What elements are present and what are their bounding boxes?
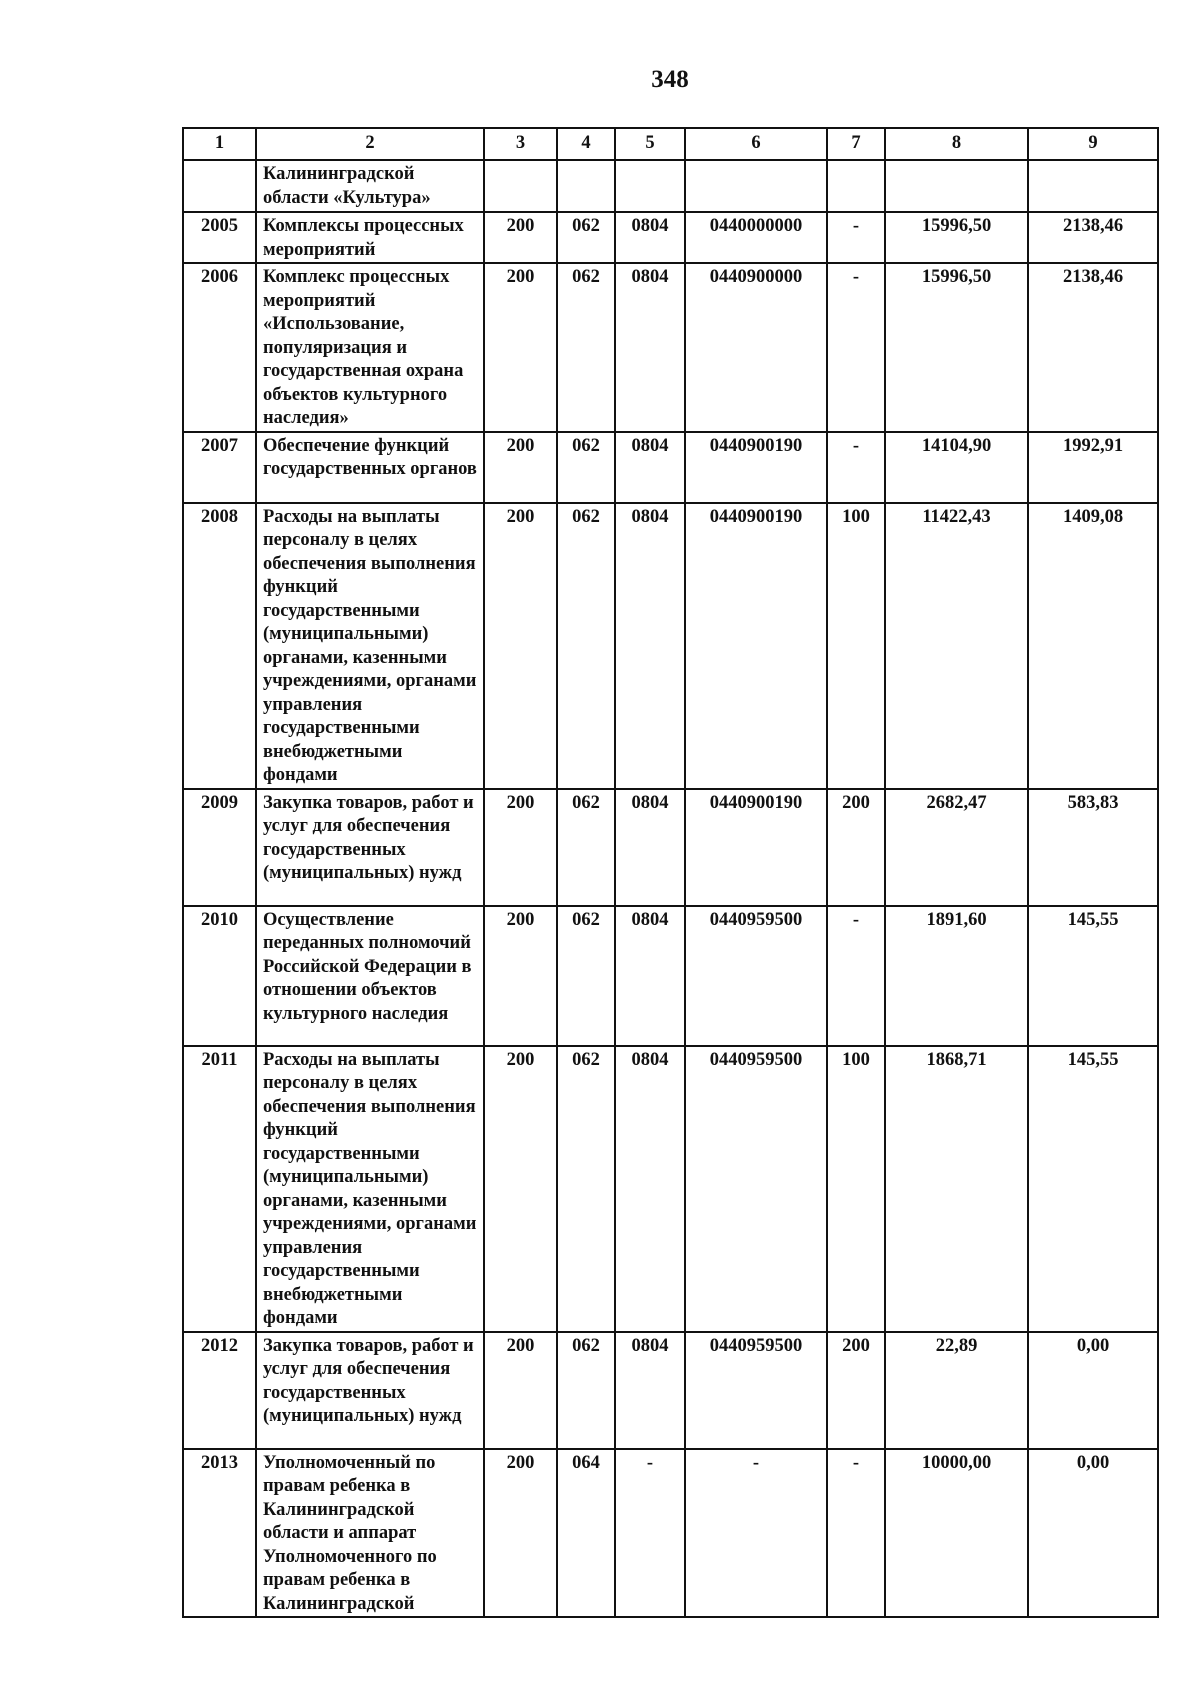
- cell-col6: 0440900000: [685, 263, 827, 432]
- cell-col6: 0440959500: [685, 906, 827, 1046]
- cell-col6: 0440959500: [685, 1046, 827, 1332]
- page-number: 348: [651, 66, 689, 93]
- cell-col3: [484, 160, 557, 212]
- cell-col7: 200: [827, 1332, 885, 1449]
- table-row: [183, 1046, 1158, 1332]
- cell-col5: 0804: [615, 432, 685, 503]
- cell-col6: -: [685, 1449, 827, 1618]
- cell-col3: 200: [484, 906, 557, 1046]
- cell-col3: 200: [484, 1046, 557, 1332]
- cell-col3: 200: [484, 1332, 557, 1449]
- table-row: [183, 906, 1158, 1046]
- cell-col7: -: [827, 906, 885, 1046]
- column-header: 3: [484, 128, 557, 160]
- cell-col9: 1992,91: [1028, 432, 1158, 503]
- cell-col5: 0804: [615, 212, 685, 263]
- cell-col5: -: [615, 1449, 685, 1618]
- cell-col6: 0440900190: [685, 432, 827, 503]
- cell-col8: 1868,71: [885, 1046, 1028, 1332]
- table-row: [183, 1332, 1158, 1449]
- cell-col4: 062: [557, 212, 615, 263]
- table-row: [183, 1449, 1158, 1618]
- row-number: 2013: [183, 1449, 256, 1618]
- cell-col8: 10000,00: [885, 1449, 1028, 1618]
- cell-col9: 145,55: [1028, 906, 1158, 1046]
- cell-col4: 064: [557, 1449, 615, 1618]
- cell-col4: 062: [557, 432, 615, 503]
- cell-col4: 062: [557, 503, 615, 789]
- cell-col4: 062: [557, 1046, 615, 1332]
- column-header: 2: [256, 128, 484, 160]
- cell-col8: 14104,90: [885, 432, 1028, 503]
- cell-col3: 200: [484, 1449, 557, 1618]
- table-row: [183, 432, 1158, 503]
- column-header: 4: [557, 128, 615, 160]
- cell-col7: 100: [827, 1046, 885, 1332]
- cell-col5: [615, 160, 685, 212]
- row-number: [183, 160, 256, 212]
- cell-col9: 2138,46: [1028, 263, 1158, 432]
- cell-col6: 0440900190: [685, 503, 827, 789]
- cell-col9: 2138,46: [1028, 212, 1158, 263]
- cell-col5: 0804: [615, 906, 685, 1046]
- row-name: Закупка товаров, работ и услуг для обеспечения государственных (муниципальных) нужд: [256, 1332, 484, 1449]
- row-number: 2012: [183, 1332, 256, 1449]
- cell-col3: 200: [484, 432, 557, 503]
- cell-col4: [557, 160, 615, 212]
- row-name: Расходы на выплаты персоналу в целях обеспечения выполнения функций государственными (муниципальными) органами, казенными учреждениями, органами управления государственными внебюджетными фондами: [256, 1046, 484, 1332]
- row-name: Расходы на выплаты персоналу в целях обеспечения выполнения функций государственными (муниципальными) органами, казенными учреждениями, органами управления государственными внебюджетными фондами: [256, 503, 484, 789]
- table-row: [183, 503, 1158, 789]
- cell-col4: 062: [557, 906, 615, 1046]
- cell-col3: 200: [484, 212, 557, 263]
- row-name: Калининградской области «Культура»: [256, 160, 484, 212]
- cell-col6: 0440959500: [685, 1332, 827, 1449]
- column-header: 1: [183, 128, 256, 160]
- table-row: [183, 263, 1158, 432]
- cell-col5: 0804: [615, 503, 685, 789]
- table-row: [183, 789, 1158, 906]
- cell-col3: 200: [484, 263, 557, 432]
- cell-col9: 145,55: [1028, 1046, 1158, 1332]
- cell-col9: 0,00: [1028, 1449, 1158, 1618]
- row-name: Комплексы процессных мероприятий: [256, 212, 484, 263]
- cell-col8: 1891,60: [885, 906, 1028, 1046]
- row-number: 2005: [183, 212, 256, 263]
- cell-col8: 2682,47: [885, 789, 1028, 906]
- cell-col5: 0804: [615, 1046, 685, 1332]
- row-name: Комплекс процессных мероприятий «Использование, популяризация и государственная охрана объектов культурного наследия»: [256, 263, 484, 432]
- cell-col5: 0804: [615, 789, 685, 906]
- column-header: 9: [1028, 128, 1158, 160]
- cell-col4: 062: [557, 263, 615, 432]
- row-number: 2009: [183, 789, 256, 906]
- row-number: 2007: [183, 432, 256, 503]
- column-header: 7: [827, 128, 885, 160]
- cell-col9: 1409,08: [1028, 503, 1158, 789]
- budget-table: [182, 127, 1159, 1618]
- cell-col8: 22,89: [885, 1332, 1028, 1449]
- row-number: 2011: [183, 1046, 256, 1332]
- cell-col7: -: [827, 263, 885, 432]
- cell-col7: -: [827, 1449, 885, 1618]
- column-header: 5: [615, 128, 685, 160]
- table-header-row: [183, 128, 1158, 160]
- cell-col3: 200: [484, 789, 557, 906]
- row-number: 2006: [183, 263, 256, 432]
- row-name: Закупка товаров, работ и услуг для обеспечения государственных (муниципальных) нужд: [256, 789, 484, 906]
- cell-col9: [1028, 160, 1158, 212]
- cell-col8: 11422,43: [885, 503, 1028, 789]
- cell-col8: 15996,50: [885, 212, 1028, 263]
- cell-col6: 0440900190: [685, 789, 827, 906]
- row-number: 2010: [183, 906, 256, 1046]
- table-row: [183, 160, 1158, 212]
- cell-col9: 0,00: [1028, 1332, 1158, 1449]
- cell-col9: 583,83: [1028, 789, 1158, 906]
- cell-col6: 0440000000: [685, 212, 827, 263]
- cell-col7: 200: [827, 789, 885, 906]
- cell-col7: -: [827, 212, 885, 263]
- cell-col8: 15996,50: [885, 263, 1028, 432]
- cell-col7: -: [827, 432, 885, 503]
- cell-col5: 0804: [615, 1332, 685, 1449]
- row-name: Осуществление переданных полномочий Российской Федерации в отношении объектов культурного наследия: [256, 906, 484, 1046]
- column-header: 6: [685, 128, 827, 160]
- cell-col3: 200: [484, 503, 557, 789]
- cell-col4: 062: [557, 789, 615, 906]
- cell-col7: 100: [827, 503, 885, 789]
- row-number: 2008: [183, 503, 256, 789]
- row-name: Обеспечение функций государственных органов: [256, 432, 484, 503]
- cell-col5: 0804: [615, 263, 685, 432]
- table-row: [183, 212, 1158, 263]
- row-name: Уполномоченный по правам ребенка в Калининградской области и аппарат Уполномоченного по правам ребенка в Калининградской: [256, 1449, 484, 1618]
- cell-col7: [827, 160, 885, 212]
- column-header: 8: [885, 128, 1028, 160]
- cell-col4: 062: [557, 1332, 615, 1449]
- cell-col6: [685, 160, 827, 212]
- cell-col8: [885, 160, 1028, 212]
